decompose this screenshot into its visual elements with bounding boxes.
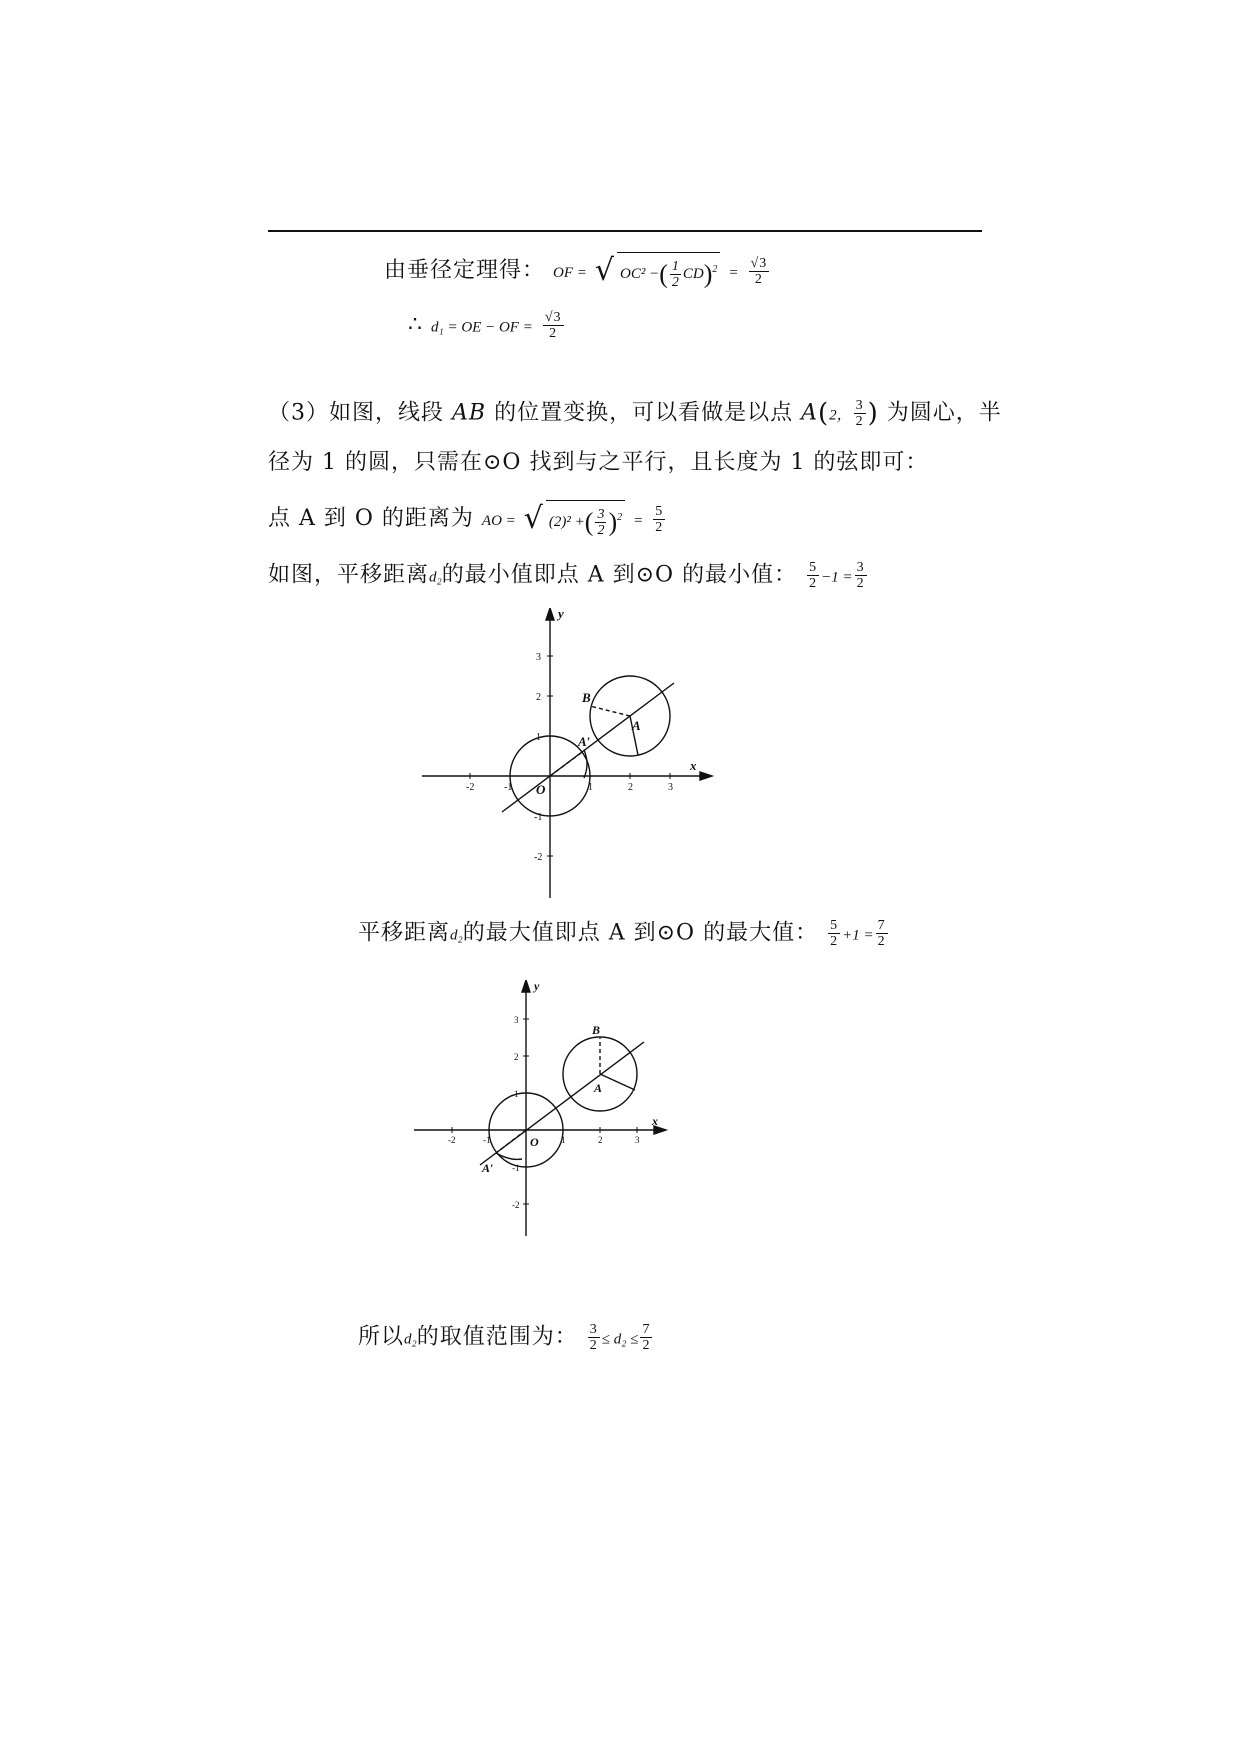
y-tick: -1 <box>512 1163 520 1173</box>
y-tick: -2 <box>534 852 543 863</box>
y-tick: -2 <box>512 1200 520 1210</box>
y-axis-label: y <box>534 980 540 993</box>
min-frac-2: $\frac{3}{2}$ <box>856 560 865 591</box>
part3-line4 <box>268 560 869 593</box>
half-fraction: $\frac{1}{2}$ <box>671 259 679 291</box>
d1-result: $\frac{√3}{2}$ <box>544 310 562 341</box>
part3-line3 <box>268 500 667 538</box>
max-frac-1: $\frac{5}{2}$ <box>830 918 839 949</box>
graph-max <box>414 980 674 1236</box>
equals: = <box>633 513 644 530</box>
y-arrow <box>522 980 530 992</box>
power: 2 <box>712 264 718 275</box>
of-result: $\frac{√3}{2}$ <box>750 255 768 287</box>
min-text-b: 的最小值即点 A 到⊙O 的最小值： <box>441 562 798 588</box>
point-a-prime: A′ <box>578 734 591 749</box>
line-oa <box>480 1042 644 1165</box>
max-text-b: 的最大值即点 A 到⊙O 的最大值： <box>462 920 819 946</box>
x-tick: 3 <box>635 1135 640 1145</box>
max-text-a: 平移距离 <box>358 920 451 946</box>
y-axis-label: y <box>558 608 564 621</box>
y-tick: -1 <box>534 812 543 823</box>
point-b: B <box>592 1023 601 1037</box>
min-mid: −1 = <box>821 569 853 586</box>
conclusion-text-b: 的取值范围为： <box>416 1324 578 1350</box>
part3-intro: （3）如图，线段 <box>268 400 444 426</box>
x-axis-label: x <box>652 1114 658 1128</box>
x-tick: -2 <box>466 782 475 793</box>
d2-symbol: d₂ <box>429 569 442 586</box>
part3-line2: 径为 1 的圆，只需在⊙O 找到与之平行，且长度为 1 的弦即可： <box>268 450 929 475</box>
point-a-prime: A′ <box>482 1161 494 1175</box>
d1-expression: d₁ = OE − OF = <box>431 319 533 336</box>
d2-symbol: d₂ <box>450 927 463 944</box>
x-tick: -2 <box>448 1135 456 1145</box>
equals: = <box>728 265 739 282</box>
part3-desc: 的位置变换，可以看做是以点 <box>494 400 794 426</box>
sqrt-term-oc: OC² − <box>620 266 660 282</box>
ao-lhs: AO = <box>481 513 516 530</box>
y-tick: 1 <box>536 732 541 743</box>
y-arrow <box>546 608 554 620</box>
lemma-text: 由垂径定理得： <box>384 258 546 284</box>
radius-a-b <box>590 706 630 716</box>
x-tick: 3 <box>668 782 673 793</box>
y-tick: 3 <box>514 1015 519 1025</box>
d2-symbol: d₂ <box>404 1331 417 1348</box>
therefore-symbol: ∴ <box>408 312 423 338</box>
coord-y: $\frac{3}{2}$ <box>855 398 864 429</box>
y-tick: 2 <box>536 692 541 703</box>
conclusion-line <box>358 1322 654 1355</box>
graph-min <box>422 608 722 898</box>
range-low: $\frac{3}{2}$ <box>589 1322 598 1353</box>
lemma-line <box>384 252 771 290</box>
header-rule <box>268 230 982 232</box>
x-tick: -1 <box>504 782 513 793</box>
cd-term: CD <box>682 266 704 282</box>
part3-line1: （3）如图，线段 AB 的位置变换，可以看做是以点 A(2， $\frac{3}{2}$ ) 为圆心，半 <box>268 398 1002 429</box>
radius-a <box>600 1074 635 1090</box>
y-tick: 2 <box>514 1052 519 1062</box>
part3-tail: 为圆心，半 <box>886 400 1002 426</box>
x-tick: -1 <box>483 1135 491 1145</box>
range-high: $\frac{7}{2}$ <box>642 1322 651 1353</box>
min-frac-1: $\frac{5}{2}$ <box>809 560 818 591</box>
radical-sign: √ <box>594 253 616 289</box>
distance-text: 点 A 到 O 的距离为 <box>268 506 474 532</box>
x-tick: 1 <box>561 1135 566 1145</box>
min-text-a: 如图，平移距离 <box>268 562 430 588</box>
tangent-arrow <box>584 750 587 778</box>
range-mid: ≤ d₂ ≤ <box>601 1331 639 1348</box>
coord-x: 2， <box>829 407 852 424</box>
x-arrow <box>700 772 712 780</box>
conclusion-text-a: 所以 <box>358 1324 405 1350</box>
origin-label: O <box>530 1135 539 1149</box>
x-tick: 2 <box>628 782 633 793</box>
y-tick: 3 <box>536 652 541 663</box>
x-tick: 1 <box>588 782 593 793</box>
origin-label: O <box>536 782 546 797</box>
point-a: A <box>632 718 641 733</box>
ao-result: $\frac{5}{2}$ <box>655 503 664 535</box>
ao-sqrt-body: (2)² +( $\frac{3}{2}$ )$^2$ <box>546 500 625 538</box>
point-a-label: A <box>801 400 818 426</box>
max-mid: +1 = <box>842 927 874 944</box>
max-frac-2: $\frac{7}{2}$ <box>877 918 886 949</box>
sqrt-body: OC² −( $\frac{1}{2}$ CD)$^2$ <box>617 252 720 290</box>
point-a: A <box>594 1081 603 1095</box>
max-line <box>358 918 890 951</box>
d1-line <box>408 310 566 343</box>
y-tick: 1 <box>514 1089 519 1099</box>
segment-ab: AB <box>452 400 487 426</box>
point-b: B <box>582 690 591 705</box>
of-lhs: OF = <box>553 265 587 282</box>
radical-sign: √ <box>523 501 544 537</box>
x-axis-label: x <box>690 758 697 773</box>
x-tick: 2 <box>598 1135 603 1145</box>
